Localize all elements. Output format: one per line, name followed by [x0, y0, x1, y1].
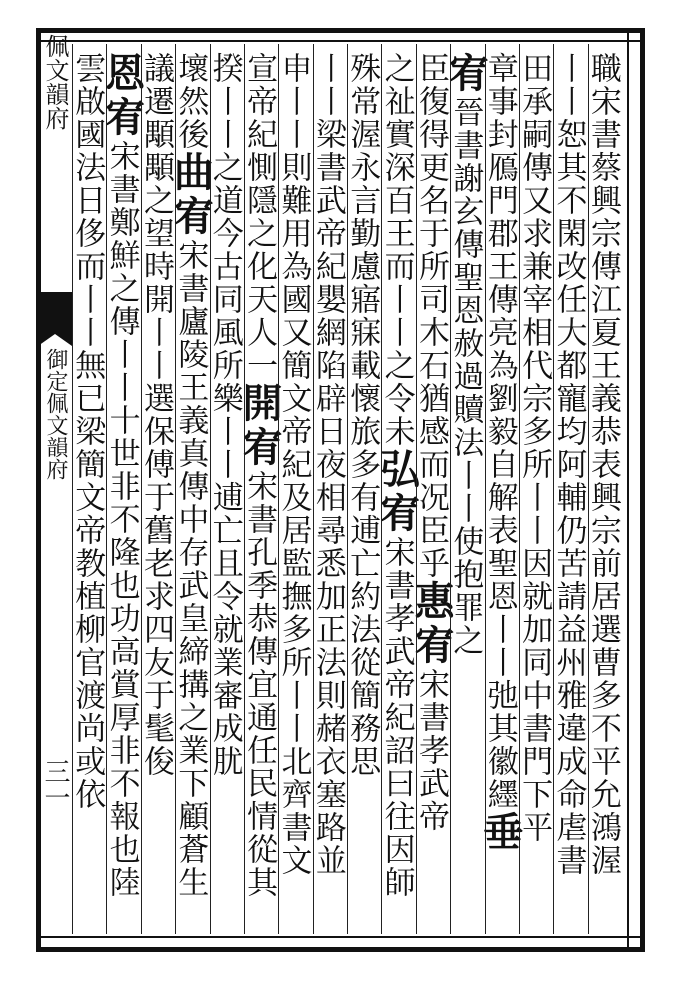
- column-rule: [347, 44, 348, 934]
- text-column: [275, 52, 315, 932]
- text-column: [373, 52, 421, 932]
- right-inner-rule: [627, 28, 629, 952]
- text-column: [550, 52, 590, 932]
- text-segment: 宋書廬陵王義真傳中存武皇締搆之業下顧蒼生: [172, 239, 209, 899]
- column-rule: [588, 44, 589, 934]
- text-column: [310, 52, 350, 932]
- text-segment: 宋書孔季恭傳宜通任民情從其: [241, 470, 278, 899]
- text-segment: 職宋書蔡興宗傳江夏王義恭表興宗前居選曹多不平允鴻渥: [584, 52, 621, 877]
- headword: 開宥: [236, 382, 284, 470]
- text-column: [476, 52, 524, 932]
- text-column: [167, 52, 215, 932]
- text-segment: 丨丨恕其不閑改任大都寵均阿輔仍苦請益州雅違成命虐書: [550, 52, 587, 877]
- column-rule: [416, 44, 417, 934]
- top-inner-rule: [36, 40, 645, 42]
- column-rule: [553, 44, 554, 934]
- text-segment: 宋書鄭鮮之傳丨丨十世非不隆也功高賞厚非不報也陸: [103, 140, 140, 899]
- headword: 宥: [442, 52, 490, 96]
- column-rule: [485, 44, 486, 934]
- text-segment: 之祉實深百王而丨丨之令未: [378, 52, 415, 448]
- column-rule: [519, 44, 520, 934]
- text-column: [138, 52, 178, 932]
- bottom-inner-rule: [36, 936, 645, 938]
- column-rule: [210, 44, 211, 934]
- column-rule: [381, 44, 382, 934]
- headword: 垂: [476, 811, 524, 855]
- headword: 曲宥: [167, 151, 215, 239]
- text-segment: 所樂丨丨逋亡且令就業審成肬: [206, 349, 243, 778]
- text-column: [344, 52, 384, 932]
- text-column: [516, 52, 556, 932]
- text-segment: 旅多有逋亡約法從簡務思: [344, 415, 381, 778]
- text-segment: 宋書孝武帝: [412, 668, 449, 833]
- column-rule: [141, 44, 142, 934]
- column-rule: [106, 44, 107, 934]
- text-segment: 雲啟國法日侈而丨丨無已梁簡文帝教植柳官渡尚或依: [69, 52, 106, 811]
- text-column: [442, 52, 490, 932]
- text-column: [236, 52, 284, 932]
- column-rule: [278, 44, 279, 934]
- text-segment: 顒顒之望時開丨丨選保傅于舊老求四友于髦俊: [137, 118, 174, 778]
- text-column: [69, 52, 109, 932]
- column-rule: [313, 44, 314, 934]
- column-rule: [450, 44, 451, 934]
- headword: 惠宥: [407, 580, 455, 668]
- headword: 弘宥: [373, 448, 421, 536]
- text-segment: 議遷: [137, 52, 174, 118]
- text-segment: 丨丨梁書武帝紀嬰網陷辟日夜相尋悉加正法則赭衣塞路並: [309, 52, 346, 877]
- text-segment: 揆丨丨之道今古同風: [206, 52, 243, 349]
- text-segment: 晉書謝玄傳聖恩赦過贖法丨丨使抱罪之: [447, 96, 484, 657]
- text-segment: 申丨丨則難用為國又簡文帝紀及居監撫多所丨丨北齊書文: [275, 52, 312, 877]
- column-rule: [244, 44, 245, 934]
- column-rule: [72, 44, 73, 934]
- text-segment: 壞然後: [172, 52, 209, 151]
- text-segment: 宣帝紀惻隱之化天人一: [241, 52, 278, 382]
- text-segment: 章事封鴈門郡王傳亮為劉毅自解表聖恩丨丨弛其徽纆: [481, 52, 518, 811]
- headword: 恩宥: [98, 52, 146, 140]
- margin-full-title: 御定佩文韻府: [43, 348, 68, 480]
- text-column: [98, 52, 146, 932]
- text-segment: 臣復得更名于所司木石猶感而况臣乎: [412, 52, 449, 580]
- text-column: [585, 52, 625, 932]
- margin-book-title: 佩文韻府: [41, 34, 69, 130]
- text-segment: 殊常渥永言勤慮寤寐載懷: [344, 52, 381, 415]
- column-rule: [175, 44, 176, 934]
- margin-page-number: 三一: [40, 758, 70, 810]
- text-segment: 宋書孝武帝紀詔曰往因師: [378, 536, 415, 899]
- text-segment: 田承嗣傳又求兼宰相代宗多所丨丨因就加同中書門下平: [516, 52, 553, 844]
